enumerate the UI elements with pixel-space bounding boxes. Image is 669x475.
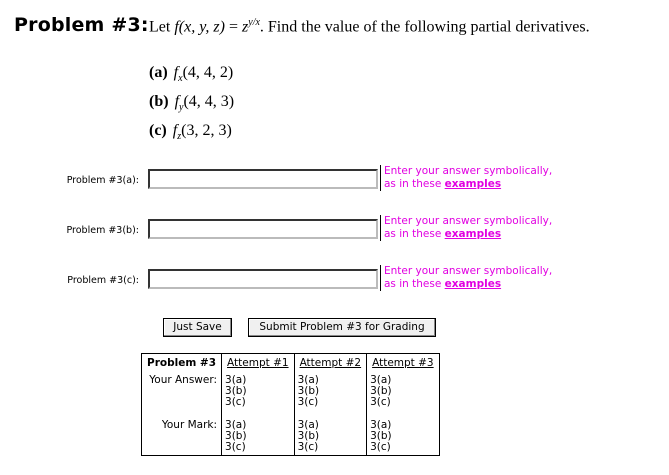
part-func: f [174,93,180,110]
table-header-problem: Problem #3 [147,357,217,369]
part-label: (c) [149,122,167,139]
part-func: f [173,64,179,81]
statement-eq: = [224,18,243,36]
mark-cell-line: 3(c) [225,441,246,453]
mark-cell-line: 3(c) [370,441,391,453]
answer-cell-line: 3(a) [370,374,392,386]
part-subscript: z [177,131,182,143]
attempt-1-header [222,354,295,373]
part-args: (3, 2, 3) [181,122,232,139]
answer-cell-line: 3(c) [370,396,391,408]
statement-base: z [242,18,249,36]
mark-cell-line: 3(a) [297,419,319,431]
examples-link[interactable]: examples [444,278,502,290]
mark-cell-line: 3(c) [297,441,319,453]
attempt-2-link[interactable]: Attempt #2 [299,357,362,369]
your-answer-label: Your Answer: [149,374,218,386]
mark-cell-line: 3(b) [297,430,320,442]
table-cell [222,373,295,410]
attempt-2-header [294,354,367,373]
table-cell [367,418,439,455]
hint-line: as in these [384,228,445,240]
part-func: f [172,122,178,139]
part-label: (a) [149,64,168,81]
your-answer-row [142,373,439,410]
answer-row-b [0,215,669,259]
answer-row-c [0,265,669,309]
problem-title: Problem #3: [14,14,149,36]
answer-input-b[interactable] [148,219,378,239]
problem-statement [149,17,590,36]
answer-hint-b [380,215,552,241]
table-cell [367,373,439,410]
table-cell [294,418,367,455]
your-mark-row [142,418,439,455]
answer-hint-a [380,165,552,191]
statement-exponent: y/x [248,17,260,28]
part-args: (4, 4, 2) [182,64,234,81]
hint-line: as in these [384,178,445,190]
answer-cell-line: 3(a) [297,374,319,386]
statement-suffix: . Find the value of the following partial derivatives. [259,18,590,36]
statement-args: (x, y, z) [178,18,225,36]
hint-line: Enter your answer symbolically, [384,165,553,177]
answer-cell-line: 3(b) [225,385,247,397]
table-cell [294,373,367,410]
problem-part-b [149,91,234,120]
examples-link[interactable]: examples [444,228,502,240]
attempts-table [142,354,439,455]
hint-line: as in these [384,278,445,290]
table-spacer [142,410,439,418]
answer-input-c[interactable] [148,269,378,289]
your-mark-label: Your Mark: [161,419,218,431]
part-args: (4, 4, 3) [183,93,235,110]
problem-parts [149,62,234,149]
answer-row-a [0,165,669,209]
part-subscript: x [178,73,183,85]
table-cell [222,418,295,455]
hint-line: Enter your answer symbolically, [384,265,553,277]
part-label: (b) [149,93,169,110]
answer-cell-line: 3(b) [370,385,392,397]
answer-cell-line: 3(c) [225,396,246,408]
answer-label-a: Problem #3(a): [66,175,139,186]
just-save-button[interactable]: Just Save [163,318,232,337]
answer-cell-line: 3(a) [225,374,247,386]
hint-line: Enter your answer symbolically, [384,215,553,227]
answer-cell-line: 3(c) [297,396,319,408]
mark-cell-line: 3(a) [225,419,247,431]
examples-link[interactable]: examples [444,178,502,190]
answer-hint-c [380,265,552,291]
problem-part-a [149,62,234,91]
attempt-3-link[interactable]: Attempt #3 [372,357,434,369]
mark-cell-line: 3(a) [370,419,392,431]
statement-prefix: Let [149,18,175,36]
mark-cell-line: 3(b) [370,430,392,442]
answer-input-a[interactable] [148,169,378,189]
attempt-1-link[interactable]: Attempt #1 [227,357,289,369]
submit-button[interactable]: Submit Problem #3 for Grading [248,318,436,337]
statement-func: f [174,18,179,36]
answer-label-b: Problem #3(b): [66,225,139,236]
answer-label-c: Problem #3(c): [67,275,139,286]
attempt-3-header [367,354,439,373]
answer-cell-line: 3(b) [297,385,320,397]
part-subscript: y [179,102,184,114]
problem-part-c [149,120,234,149]
table-header-row [142,354,439,373]
mark-cell-line: 3(b) [225,430,247,442]
